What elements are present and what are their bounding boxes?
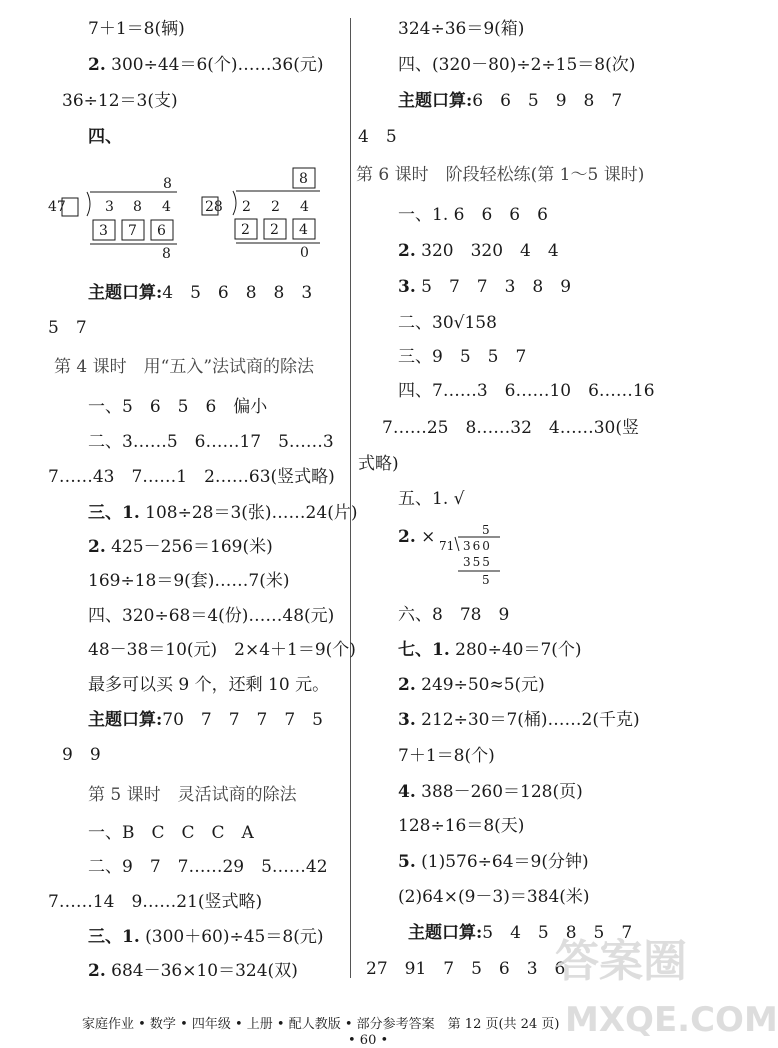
- answer-line: [398, 709, 640, 731]
- quotient: 8: [163, 176, 172, 192]
- answer-line: [398, 851, 589, 873]
- section-heading: 第 4 课时 用“五入”法试商的除法: [54, 357, 315, 377]
- dividend-digit: 2: [271, 199, 280, 215]
- answer-line: 四、320÷68＝4(份)……48(元): [88, 606, 335, 626]
- answer-line: [88, 709, 323, 731]
- answer-line: 48－38＝10(元) 2×4＋1＝9(个): [88, 640, 356, 660]
- product-digit: 4: [299, 222, 308, 238]
- answer-line: 7＋1＝8(辆): [88, 19, 185, 39]
- answer-text: 4 5 6 8 8 3: [162, 283, 313, 303]
- answer-line: (2)64×(9－3)＝384(米): [398, 887, 590, 907]
- answer-line: 5 7: [48, 318, 87, 338]
- answer-line: [88, 926, 323, 948]
- mental-math-label: 主题口算:: [88, 283, 163, 303]
- item-number: 3.: [398, 710, 416, 730]
- answer-line: [398, 781, 583, 803]
- long-division-3: [438, 521, 508, 591]
- section-heading: 第 5 课时 灵活试商的除法: [88, 785, 297, 805]
- divisor: 71: [439, 539, 455, 553]
- answer-line: [398, 240, 559, 262]
- answer-text: 212÷30＝7(桶)……2(千克): [415, 710, 640, 730]
- answer-line: [88, 502, 357, 524]
- answer-text: 108÷28＝3(张)……24(片): [139, 503, 358, 523]
- item-number: 4.: [398, 782, 416, 802]
- answer-text: 5 7 7 3 8 9: [415, 277, 572, 297]
- answer-line: 一、1. 6 6 6 6: [398, 205, 548, 225]
- answer-line: [398, 90, 622, 112]
- answer-line: 四、(320－80)÷2÷15＝8(次): [398, 55, 636, 75]
- product-digit: 7: [128, 223, 137, 239]
- answer-line: [398, 276, 571, 298]
- answer-line: [398, 639, 582, 661]
- answer-line: 27 91 7 5 6 3 6: [366, 959, 566, 979]
- product-digit: 3: [99, 223, 108, 239]
- item-number: 2.: [88, 55, 106, 75]
- answer-line: 二、30√158: [398, 313, 497, 333]
- product-digit: 6: [157, 223, 166, 239]
- answer-line: 五、1. √: [398, 489, 465, 509]
- answer-line: 最多可以买 9 个，还剩 10 元。: [88, 675, 330, 695]
- answer-text: (1)576÷64＝9(分钟): [415, 852, 589, 872]
- item-number: 三、1.: [88, 927, 140, 947]
- answer-line: [88, 536, 273, 558]
- product: 355: [463, 555, 492, 569]
- answer-line: 7……14 9……21(竖式略): [48, 892, 263, 912]
- dividend-digit: 8: [133, 199, 142, 215]
- item-number: 三、1.: [88, 503, 140, 523]
- answer-text: 5 4 5 8 5 7: [482, 923, 633, 943]
- section-heading: 第 6 课时 阶段轻松练(第 1～5 课时): [356, 165, 645, 185]
- answer-text: ×: [415, 527, 436, 547]
- answer-text: 249÷50≈5(元): [415, 675, 545, 695]
- item-number: 2.: [88, 961, 106, 981]
- answer-line: 169÷18＝9(套)……7(米): [88, 571, 290, 591]
- dividend-digit: 3: [105, 199, 114, 215]
- product-digit: 2: [241, 222, 250, 238]
- answer-text: 684－36×10＝324(双): [105, 961, 298, 981]
- watermark-logo: 答案圈: [555, 936, 687, 987]
- answer-text: 300÷44＝6(个)……36(元): [105, 55, 324, 75]
- divisor-digit: 47: [48, 199, 66, 215]
- mental-math-label: 主题口算:: [408, 923, 483, 943]
- answer-text: 280÷40＝7(个): [449, 640, 582, 660]
- dividend: 360: [463, 539, 492, 553]
- quotient: 5: [482, 523, 490, 537]
- watermark-url: MXQE.COM: [565, 1000, 778, 1040]
- divisor: 28: [205, 199, 223, 215]
- item-number: 2.: [398, 527, 416, 547]
- answer-line: 二、9 7 7……29 5……42: [88, 857, 328, 877]
- remainder: 0: [300, 245, 309, 261]
- dividend-digit: 4: [162, 199, 171, 215]
- answer-text: (300＋60)÷45＝8(元): [139, 927, 324, 947]
- question-number: 四、: [88, 127, 122, 147]
- answer-line: 一、5 6 5 6 偏小: [88, 397, 268, 417]
- answer-line: 9 9: [62, 745, 101, 765]
- answer-line: 二、3……5 6……17 5……3: [88, 432, 334, 452]
- answer-line: 36÷12＝3(支): [62, 91, 178, 111]
- item-number: 七、1.: [398, 640, 450, 660]
- answer-text: 425－256＝169(米): [105, 537, 273, 557]
- answer-line: 式略): [358, 454, 399, 474]
- mental-math-label: 主题口算:: [88, 710, 163, 730]
- answer-line: [88, 282, 312, 304]
- answer-line: 324÷36＝9(箱): [398, 19, 525, 39]
- answer-line: 128÷16＝8(天): [398, 816, 525, 836]
- answer-line: 7……43 7……1 2……63(竖式略): [48, 467, 335, 487]
- item-number: 2.: [88, 537, 106, 557]
- answer-text: 70 7 7 7 7 5: [162, 710, 323, 730]
- product-digit: 2: [270, 222, 279, 238]
- answer-line: [398, 526, 435, 548]
- item-number: 5.: [398, 852, 416, 872]
- answer-line: 7……25 8……32 4……30(竖: [382, 418, 639, 438]
- quotient: 8: [299, 171, 308, 187]
- answer-line: [398, 674, 545, 696]
- answer-text: 388－260＝128(页): [415, 782, 583, 802]
- long-division-2: [198, 164, 328, 260]
- item-number: 2.: [398, 241, 416, 261]
- answer-line: 一、B C C C A: [88, 823, 254, 843]
- dividend-digit: 2: [242, 199, 251, 215]
- dividend-digit: 4: [300, 199, 309, 215]
- answer-line: 7＋1＝8(个): [398, 746, 495, 766]
- mental-math-label: 主题口算:: [398, 91, 473, 111]
- page-number: • 60 •: [348, 1033, 389, 1048]
- item-number: 2.: [398, 675, 416, 695]
- answer-text: 6 6 5 9 8 7: [472, 91, 623, 111]
- answer-line: 三、9 5 5 7: [398, 347, 527, 367]
- long-division-1: [45, 170, 185, 260]
- answer-line: [88, 960, 298, 982]
- page-footer: 家庭作业 • 数学 • 四年级 • 上册 • 配人教版 • 部分参考答案 第 12 页(共 24 页): [82, 1017, 560, 1032]
- column-divider: [350, 18, 351, 978]
- item-number: 3.: [398, 277, 416, 297]
- answer-line: [88, 54, 323, 76]
- remainder: 8: [162, 246, 171, 262]
- answer-line: 六、8 78 9: [398, 605, 510, 625]
- answer-line: 四、7……3 6……10 6……16: [398, 381, 655, 401]
- remainder: 5: [482, 573, 490, 587]
- answer-text: 320 320 4 4: [415, 241, 559, 261]
- answer-line: 4 5: [358, 127, 397, 147]
